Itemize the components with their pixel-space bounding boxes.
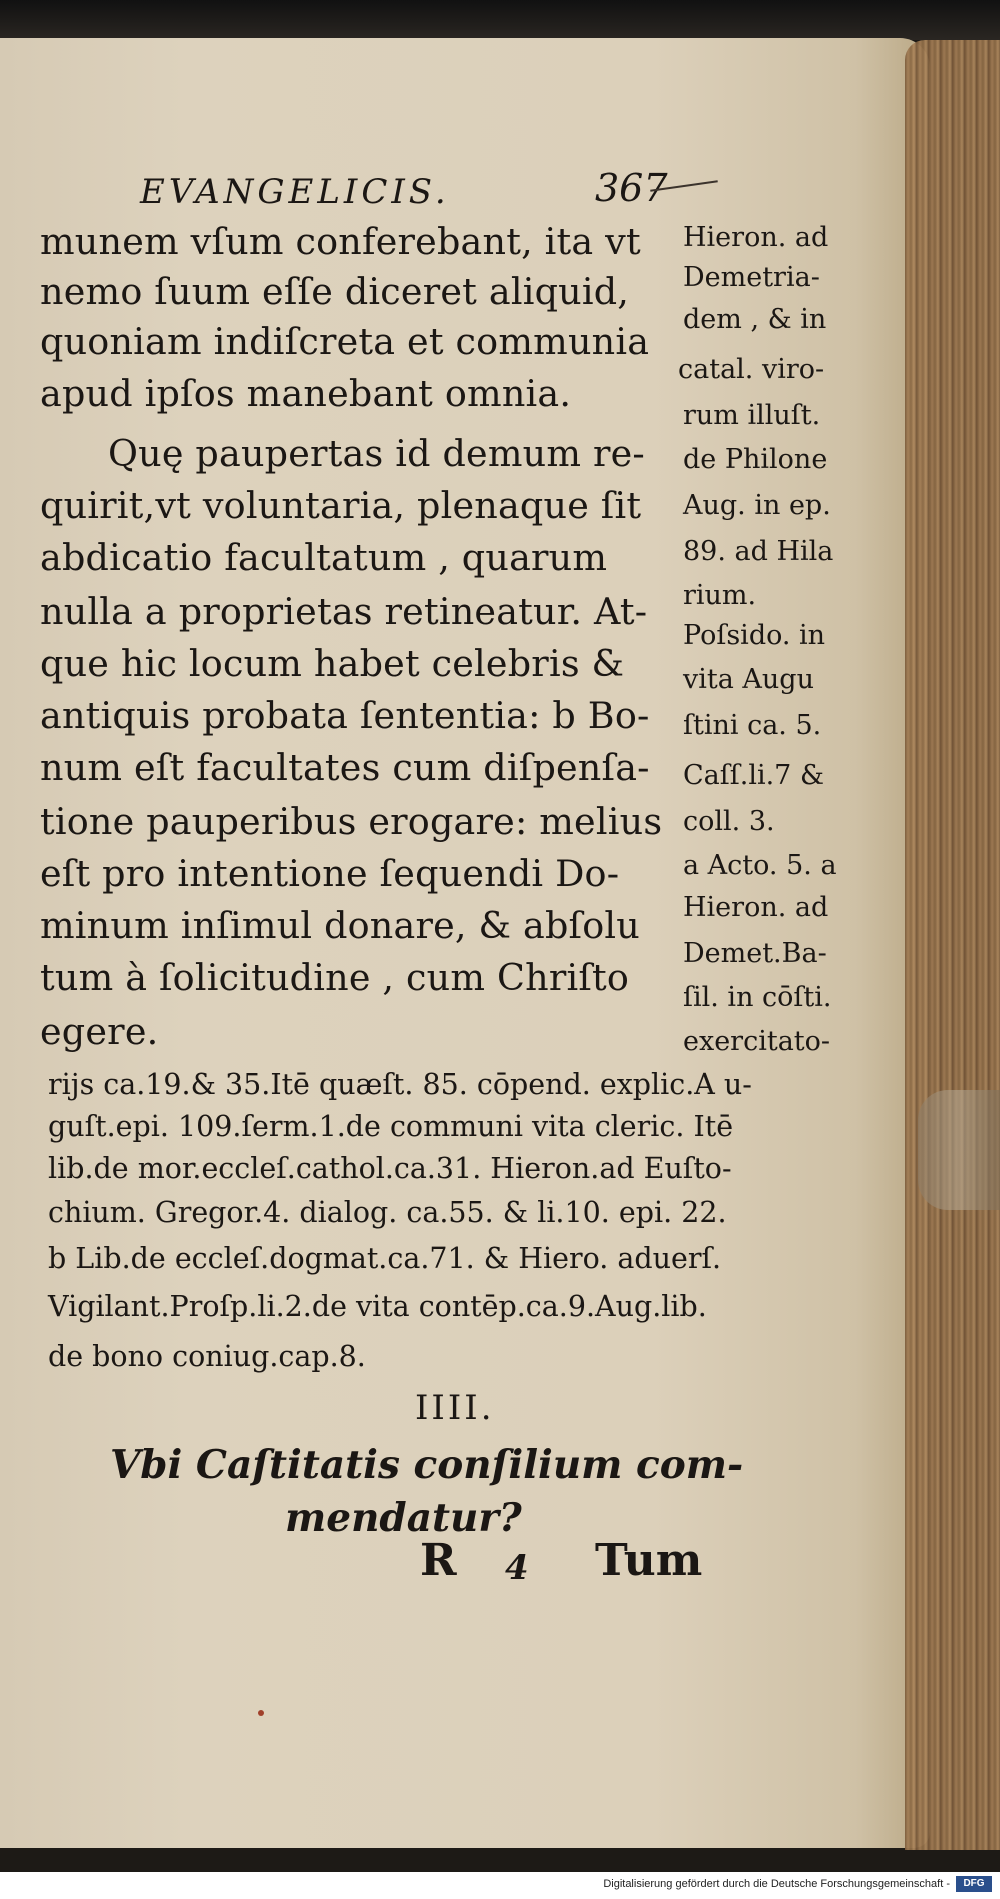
main-text-line: egere. xyxy=(40,1010,159,1053)
main-text-line: eſt pro intentione ſequendi Do- xyxy=(40,852,620,895)
main-text-line: tum à ſolicitudine , cum Chriſto xyxy=(40,956,630,999)
margin-note: catal. viro- xyxy=(678,354,825,385)
footnote-line: de bono coniug.cap.8. xyxy=(48,1340,366,1373)
margin-note: rium. xyxy=(683,580,757,611)
ink-spot xyxy=(258,1710,264,1716)
main-text-line: num eſt facultates cum diſpenſa- xyxy=(40,746,650,789)
margin-note: de Philone xyxy=(683,444,828,475)
signature-number: 4 xyxy=(505,1548,529,1588)
main-text-line: que hic locum habet celebris & xyxy=(40,642,625,685)
margin-note: Demet.Ba- xyxy=(683,938,827,969)
margin-note: ſtini ca. 5. xyxy=(683,710,822,741)
margin-note: a Acto. 5. a xyxy=(683,850,837,881)
margin-note: 89. ad Hila xyxy=(683,536,834,567)
catchword: Tum xyxy=(595,1535,703,1586)
main-text-line: antiquis probata ſententia: b Bo- xyxy=(40,694,650,737)
section-number: IIII. xyxy=(415,1388,495,1428)
footnote-line: guſt.epi. 109.ſerm.1.de communi vita cleric. Itē xyxy=(48,1110,734,1143)
main-text-line: abdicatio facultatum , quarum xyxy=(40,536,608,579)
margin-note: Poſsido. in xyxy=(683,620,826,651)
footnote-line: chium. Gregor.4. dialog. ca.55. & li.10. epi. 22. xyxy=(48,1196,727,1229)
main-text-line: apud ipſos manebant omnia. xyxy=(40,372,572,415)
footnote-line: b Lib.de eccleſ.dogmat.ca.71. & Hiero. aduerſ. xyxy=(48,1242,722,1275)
main-text-line: munem vſum conferebant, ita vt xyxy=(40,220,641,263)
footer-credit: Digitalisierung gefördert durch die Deutsche Forschungsgemeinschaft - xyxy=(603,1878,950,1890)
dfg-logo: DFG xyxy=(956,1876,992,1892)
main-text-line: nulla a proprietas retineatur. At- xyxy=(40,590,648,633)
footnote-line: rijs ca.19.& 35.Itē quæſt. 85. cōpend. explic.A u- xyxy=(48,1068,752,1101)
margin-note: vita Augu xyxy=(683,664,814,695)
margin-note: ſil. in cōſti. xyxy=(683,982,832,1013)
signature-mark: R xyxy=(420,1535,457,1586)
margin-note: dem , & in xyxy=(683,304,827,335)
margin-note: Demetria- xyxy=(683,262,820,293)
section-question-line1: Vbi Caſtitatis conſilium com- xyxy=(110,1442,744,1488)
running-title: EVANGELICIS. xyxy=(140,172,450,212)
footnote-line: Vigilant.Proſp.li.2.de vita contēp.ca.9.Aug.lib. xyxy=(48,1290,707,1323)
margin-note: exercitato- xyxy=(683,1026,831,1057)
margin-note: rum illuſt. xyxy=(683,400,821,431)
margin-note: coll. 3. xyxy=(683,806,775,837)
margin-note: Hieron. ad xyxy=(683,892,829,923)
margin-note: Aug. in ep. xyxy=(683,490,831,521)
section-question-line2: mendatur? xyxy=(285,1495,522,1541)
main-text-line: minum inſimul donare, & abſolu xyxy=(40,904,641,947)
main-text-line: tione pauperibus erogare: melius xyxy=(40,800,663,843)
page-number: 367 xyxy=(595,166,668,210)
margin-note: Hieron. ad xyxy=(683,222,829,253)
footnote-line: lib.de mor.eccleſ.cathol.ca.31. Hieron.ad Euſto- xyxy=(48,1152,732,1185)
main-text-line: quoniam indiſcreta et communia xyxy=(40,320,650,363)
book-board-top xyxy=(0,0,1000,40)
clasp-shadow xyxy=(918,1090,1000,1210)
book-fore-edge xyxy=(905,40,1000,1850)
margin-note: Caſſ.li.7 & xyxy=(683,760,824,791)
main-text-line: nemo ſuum eſſe diceret aliquid, xyxy=(40,270,630,313)
main-text-line: Quę paupertas id demum re- xyxy=(108,432,645,475)
main-text-line: quirit,vt voluntaria, plenaque ſit xyxy=(40,484,642,527)
